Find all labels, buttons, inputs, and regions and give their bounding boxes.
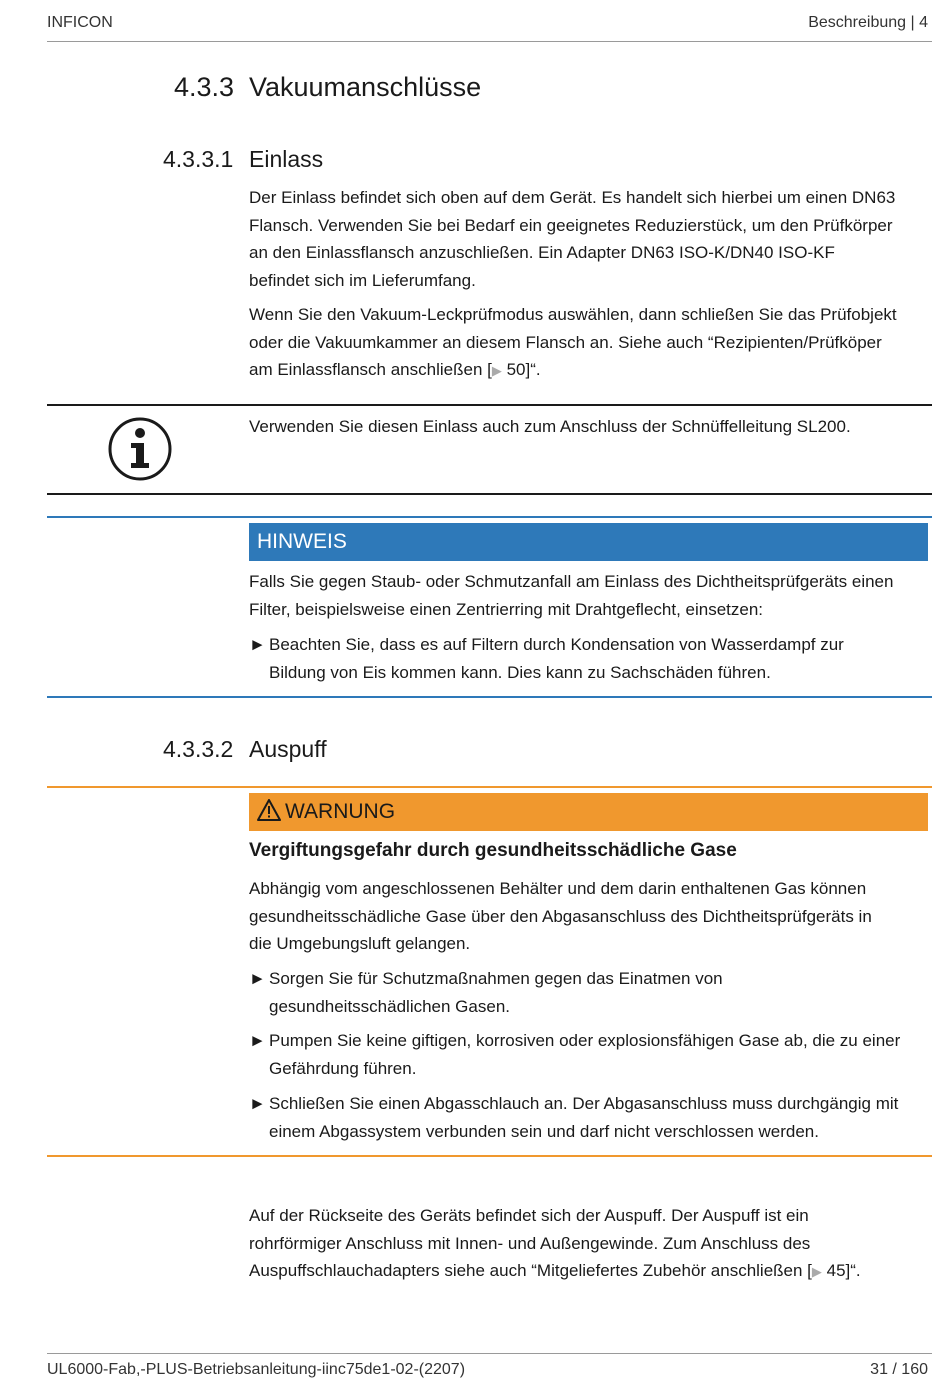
warning-top-rule (47, 786, 932, 788)
section-title: Vakuumanschlüsse (249, 72, 482, 102)
page-reference-link[interactable]: 50]“. (501, 360, 541, 379)
exhaust-paragraph: Auf der Rückseite des Geräts befindet sich der Auspuff. Der Auspuff ist ein rohrförmiger Anschluss mit Innen- und Außengewinde. Zum Anschluss des Auspuffschlauchadapters siehe auch “Mitgeliefertes Zubehör anschließen [▶ 45]“. (249, 1206, 861, 1280)
warning-triangle-icon (257, 796, 281, 834)
xref-arrow-icon: ▶ (811, 1264, 822, 1279)
header-section: Beschreibung | 4 (808, 14, 928, 31)
warning-bottom-rule (47, 1155, 932, 1157)
warning-text: Abhängig vom angeschlossenen Behälter und dem darin enthaltenen Gas können gesundheitsschädliche Gase über den Abgasanschluss des Dichtheitsprüfgeräts in die Umgebungsluft gelangen. (249, 879, 872, 953)
warning-bullet: ► Pumpen Sie keine giftigen, korrosiven oder explosionsfähigen Gase ab, die zu einer Gefährdung führen. (249, 1027, 933, 1082)
notice-text: Falls Sie gegen Staub- oder Schmutzanfall am Einlass des Dichtheitsprüfgeräts einen Filter, beispielsweise einen Zentrierring mit Drahtgeflecht, einsetzen: (249, 572, 894, 619)
footer-divider (47, 1353, 932, 1354)
header-divider (47, 41, 932, 42)
notice-bullet: ► Beachten Sie, dass es auf Filtern durch Kondensation von Wasserdampf zur Bildung von Eis kommen kann. Dies kann zu Sachschäden führen. (249, 631, 933, 686)
warning-label: WARNUNG (285, 800, 396, 823)
footer-page-number: 31 / 160 (870, 1361, 928, 1378)
subsection-title: Einlass (249, 146, 324, 172)
xref-arrow-icon: ▶ (491, 363, 502, 378)
warning-bullet: ► Sorgen Sie für Schutzmaßnahmen gegen das Einatmen von gesundheitsschädlichen Gasen. (249, 965, 933, 1020)
notice-label-bar (249, 523, 928, 561)
info-box-bottom-rule (47, 493, 932, 495)
subsection-number: 4.3.3.2 (163, 736, 234, 762)
info-text: Verwenden Sie diesen Einlass auch zum Anschluss der Schnüffelleitung SL200. (249, 417, 851, 436)
footer-document-id: UL6000-Fab,-PLUS-Betriebsanleitung-iinc75de1-02-(2207) (47, 1361, 466, 1378)
bullet-arrow-icon: ► (249, 1031, 266, 1050)
info-box-top-rule (47, 404, 932, 406)
header-brand: INFICON (47, 14, 113, 31)
inlet-paragraph-1: Der Einlass befindet sich oben auf dem Gerät. Es handelt sich hierbei um einen DN63 Flansch. Verwenden Sie bei Bedarf ein geeignetes Reduzierstück, um den Prüfkörper an den Einlassflansch anzuschließen. Ein Adapter DN63 ISO-K/DN40 ISO-KF befindet sich im Lieferumfang. (249, 188, 896, 290)
section-number: 4.3.3 (174, 72, 235, 102)
warning-label-bar (249, 793, 928, 831)
info-icon (107, 416, 173, 482)
bullet-arrow-icon: ► (249, 1094, 266, 1113)
page-reference-link[interactable]: 45]“. (821, 1261, 861, 1280)
bullet-arrow-icon: ► (249, 635, 266, 654)
warning-bullet: ► Schließen Sie einen Abgasschlauch an. Der Abgasanschluss muss durchgängig mit einem Abgassystem verbunden sein und darf nicht verschlossen werden. (249, 1090, 933, 1145)
notice-top-rule (47, 516, 932, 518)
warning-heading: Vergiftungsgefahr durch gesundheitsschädliche Gase (249, 840, 737, 861)
notice-label: HINWEIS (257, 530, 347, 553)
bullet-arrow-icon: ► (249, 969, 266, 988)
subsection-title: Auspuff (249, 736, 327, 762)
inlet-paragraph-2: Wenn Sie den Vakuum-Leckprüfmodus auswählen, dann schließen Sie das Prüfobjekt oder die Vakuumkammer an diesem Flansch an. Siehe auch “Rezipienten/Prüfköper am Einlassflansch anschließen [▶ 50]“. (249, 305, 897, 379)
subsection-number: 4.3.3.1 (163, 146, 234, 172)
notice-bottom-rule (47, 696, 932, 698)
